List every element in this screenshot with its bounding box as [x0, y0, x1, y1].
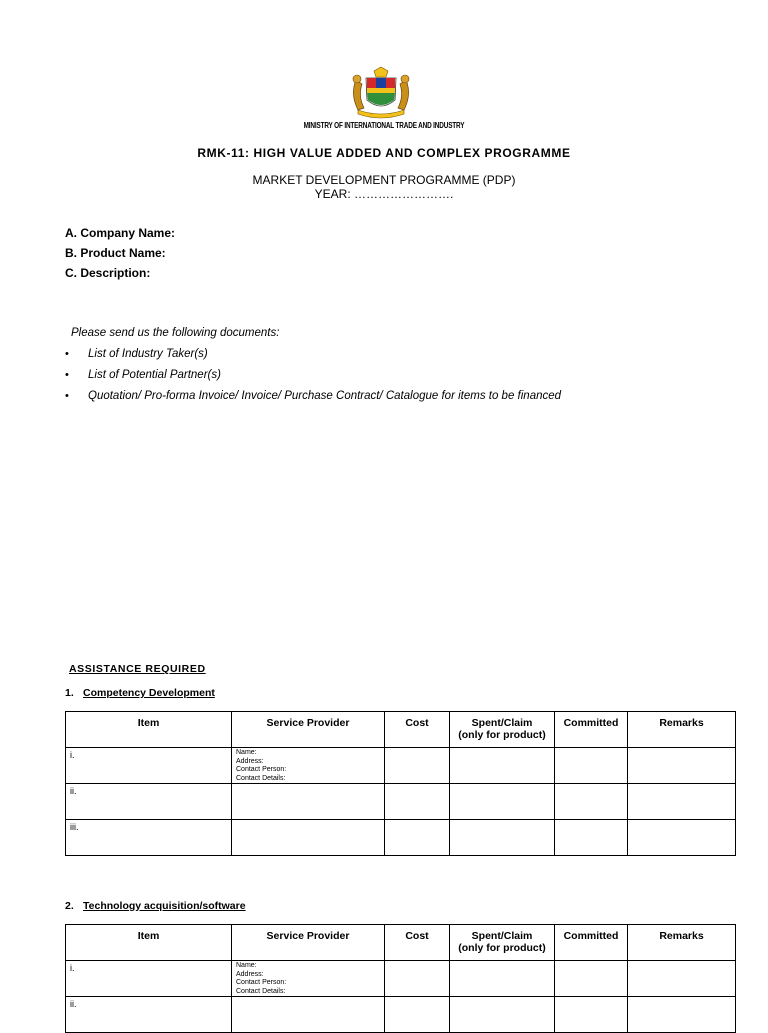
column-committed: Committed [555, 925, 628, 961]
service-provider-cell[interactable] [232, 997, 385, 1033]
list-item [65, 348, 561, 369]
spent-claim-cell[interactable] [450, 820, 555, 856]
provider-contact-details-label: Contact Details: [236, 774, 286, 782]
spent-claim-note: (only for product) [458, 942, 546, 954]
product-name-label: B. Product Name: [65, 246, 166, 260]
bullet-icon: • [65, 390, 69, 402]
remarks-cell[interactable] [628, 784, 736, 820]
cost-cell[interactable] [385, 748, 450, 784]
row-number: ii. [70, 999, 77, 1009]
list-item [65, 369, 561, 390]
programme-name: MARKET DEVELOPMENT PROGRAMME (PDP) [252, 173, 516, 187]
spent-claim-cell[interactable] [450, 784, 555, 820]
table-row [66, 748, 736, 784]
provider-details [232, 961, 384, 996]
spent-claim-cell[interactable] [450, 961, 555, 997]
document-title: RMK-11: HIGH VALUE ADDED AND COMPLEX PROGRAMME [197, 146, 571, 160]
section-heading [65, 687, 215, 699]
committed-cell[interactable] [555, 997, 628, 1033]
competency-table [65, 711, 736, 856]
assistance-heading: ASSISTANCE REQUIRED [69, 663, 206, 675]
technology-table [65, 924, 736, 1033]
remarks-cell[interactable] [628, 748, 736, 784]
row-number: i. [70, 750, 75, 760]
committed-cell[interactable] [555, 748, 628, 784]
coat-of-arms-logo [346, 66, 416, 120]
document-item: Quotation/ Pro-forma Invoice/ Invoice/ Purchase Contract/ Catalogue for items to be financed [88, 390, 562, 402]
company-fields [65, 226, 175, 286]
row-number: i. [70, 963, 75, 973]
bullet-icon: • [65, 348, 69, 360]
column-item: Item [66, 925, 232, 961]
programme-heading [0, 173, 768, 201]
section-title: Technology acquisition/software [83, 900, 246, 912]
section-heading [65, 900, 246, 912]
list-item [65, 390, 561, 411]
provider-contact-details-label: Contact Details: [236, 987, 286, 995]
column-spent-claim [450, 925, 555, 961]
item-cell[interactable] [66, 748, 232, 784]
column-spent-claim [450, 712, 555, 748]
section-title: Competency Development [83, 687, 215, 699]
spent-claim-cell[interactable] [450, 997, 555, 1033]
spent-claim-label: Spent/Claim [471, 930, 533, 942]
committed-cell[interactable] [555, 784, 628, 820]
service-provider-cell[interactable] [232, 748, 385, 784]
provider-details [232, 748, 384, 783]
item-cell[interactable] [66, 997, 232, 1033]
column-remarks: Remarks [628, 712, 736, 748]
section-number: 2. [65, 900, 74, 912]
provider-address-label: Address: [236, 970, 264, 978]
provider-address-label: Address: [236, 757, 264, 765]
cost-cell[interactable] [385, 784, 450, 820]
committed-cell[interactable] [555, 961, 628, 997]
cost-cell[interactable] [385, 820, 450, 856]
bullet-icon: • [65, 369, 69, 381]
committed-cell[interactable] [555, 820, 628, 856]
ministry-name: MINISTRY OF INTERNATIONAL TRADE AND INDUSTRY [303, 121, 465, 130]
provider-name-label: Name: [236, 962, 257, 969]
item-cell[interactable] [66, 820, 232, 856]
cost-cell[interactable] [385, 961, 450, 997]
service-provider-cell[interactable] [232, 961, 385, 997]
column-service-provider: Service Provider [232, 925, 385, 961]
table-header-row [66, 712, 736, 748]
table-header-row [66, 925, 736, 961]
spent-claim-label: Spent/Claim [471, 717, 533, 729]
row-number: ii. [70, 786, 77, 796]
table-row [66, 997, 736, 1033]
column-remarks: Remarks [628, 925, 736, 961]
description-label: C. Description: [65, 266, 151, 280]
table-row [66, 820, 736, 856]
table-row [66, 784, 736, 820]
column-cost: Cost [385, 712, 450, 748]
table-row [66, 961, 736, 997]
column-item: Item [66, 712, 232, 748]
year-field: YEAR: ……………………. [314, 187, 454, 201]
remarks-cell[interactable] [628, 961, 736, 997]
cost-cell[interactable] [385, 997, 450, 1033]
provider-name-label: Name: [236, 749, 257, 756]
row-number: iii. [70, 822, 79, 832]
provider-contact-person-label: Contact Person: [236, 979, 287, 986]
document-item: List of Industry Taker(s) [88, 348, 208, 360]
required-documents [65, 327, 561, 411]
column-service-provider: Service Provider [232, 712, 385, 748]
document-item: List of Potential Partner(s) [88, 369, 221, 381]
service-provider-cell[interactable] [232, 820, 385, 856]
company-name-label: A. Company Name: [65, 226, 176, 240]
item-cell[interactable] [66, 961, 232, 997]
remarks-cell[interactable] [628, 997, 736, 1033]
service-provider-cell[interactable] [232, 784, 385, 820]
provider-contact-person-label: Contact Person: [236, 766, 287, 773]
spent-claim-note: (only for product) [458, 729, 546, 741]
item-cell[interactable] [66, 784, 232, 820]
remarks-cell[interactable] [628, 820, 736, 856]
section-number: 1. [65, 687, 74, 699]
column-committed: Committed [555, 712, 628, 748]
column-cost: Cost [385, 925, 450, 961]
documents-intro: Please send us the following documents: [71, 327, 280, 339]
spent-claim-cell[interactable] [450, 748, 555, 784]
